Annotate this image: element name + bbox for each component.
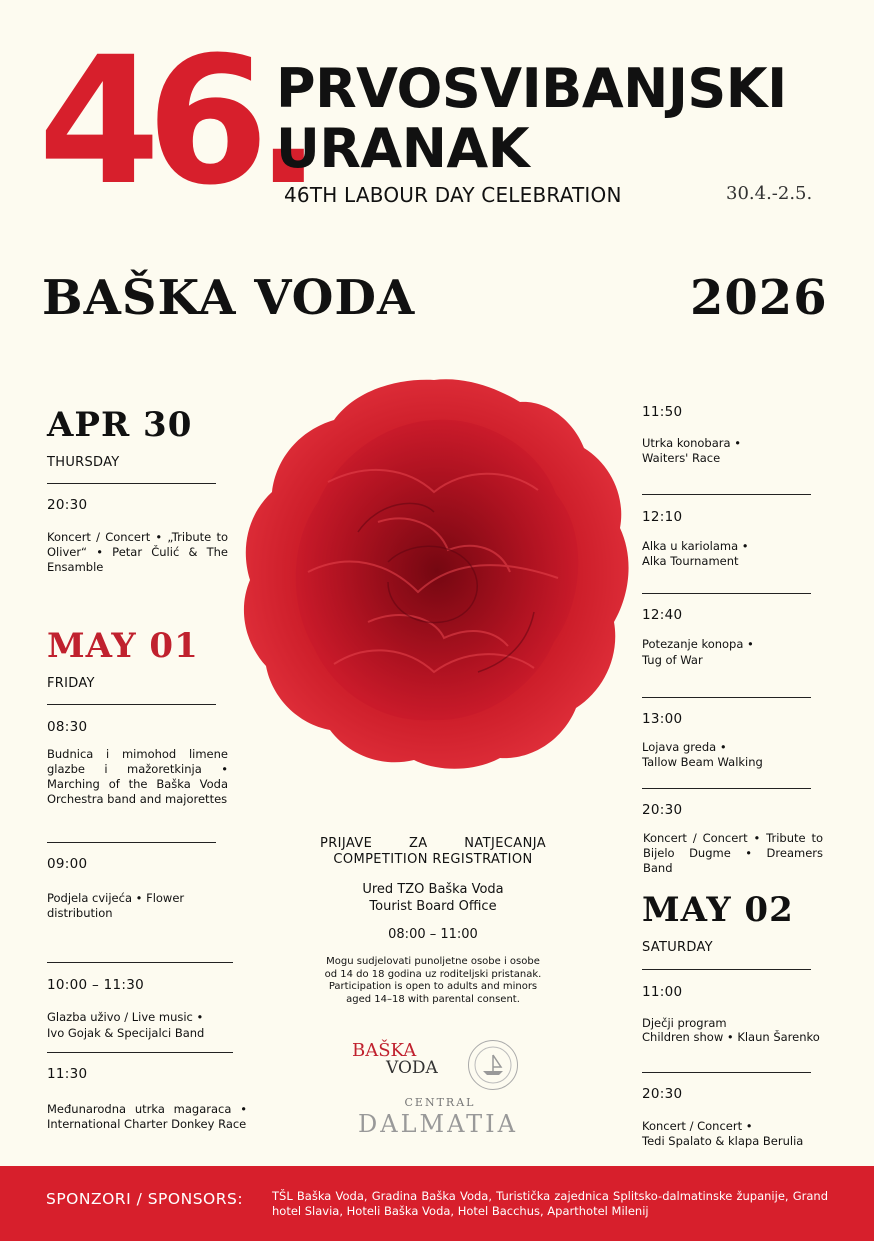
registration-office-en: Tourist Board Office (369, 899, 497, 914)
event-time: 13:00 (642, 711, 683, 727)
registration-office-hr: Ured TZO Baška Voda (362, 882, 504, 897)
baska-voda-logo (352, 1042, 438, 1077)
baska-voda-logo-bottom: VODA (386, 1058, 438, 1078)
event-description-line1: Dječji program (642, 1016, 727, 1030)
divider (642, 697, 811, 698)
divider (642, 1072, 811, 1073)
event-dates: 30.4.-2.5. (726, 183, 813, 204)
divider (47, 704, 216, 705)
sponsors-list: TŠL Baška Voda, Gradina Baška Voda, Turistička zajednica Splitsko-dalmatinske županije, Grand hotel Slavia, Hoteli Baška Voda, Hotel Bacchus, Aparthotel Milenij (272, 1189, 828, 1218)
registration-title-en: COMPETITION REGISTRATION (333, 852, 533, 867)
weekday-may02: SATURDAY (642, 940, 713, 955)
event-time: 08:30 (47, 719, 88, 735)
event-description-line1: Utrka konobara • (642, 436, 741, 450)
event-time: 20:30 (642, 1086, 683, 1102)
event-description-line1: Alka u kariolama • (642, 539, 749, 553)
event-description: Budnica i mimohod limene glazbe i mažoretkinja • Marching of the Baška Voda Orchestra band and majorettes (47, 747, 228, 806)
tourist-board-seal-icon (468, 1040, 518, 1090)
carnation-flower-image (238, 372, 630, 772)
event-description-line2: Tallow Beam Walking (642, 755, 763, 769)
event-time: 12:40 (642, 607, 683, 623)
registration-note-line3: Participation is open to adults and minors (328, 981, 538, 992)
event-time: 11:50 (642, 404, 683, 420)
registration-hours: 08:00 – 11:00 (388, 927, 478, 942)
day-heading-apr30: APR 30 (47, 405, 193, 445)
weekday-apr30: THURSDAY (47, 455, 120, 470)
event-title-line1: PRVOSVIBANJSKI (276, 57, 787, 120)
event-time: 11:00 (642, 984, 683, 1000)
event-time: 12:10 (642, 509, 683, 525)
event-description-line2: Tug of War (642, 653, 703, 667)
event-description: Koncert / Concert • Tribute to Bijelo Dugme • Dreamers Band (643, 831, 823, 875)
event-time: 20:30 (642, 802, 683, 818)
registration-note-line1: Mogu sudjelovati punoljetne osobe i osobe (326, 956, 540, 967)
divider (642, 593, 811, 594)
day-heading-may01: MAY 01 (47, 626, 199, 666)
event-subtitle: 46TH LABOUR DAY CELEBRATION (284, 183, 622, 207)
divider (642, 494, 811, 495)
divider (642, 969, 811, 970)
divider (642, 788, 811, 789)
event-time: 11:30 (47, 1066, 88, 1082)
event-description-line2: Ivo Gojak & Specijalci Band (47, 1026, 205, 1040)
central-dalmatia-logo-bottom: DALMATIA (358, 1110, 518, 1138)
event-description-line2: Alka Tournament (642, 554, 739, 568)
event-description: Koncert / Concert • „Tribute to Oliver“ • Petar Čulić & The Ensamble (47, 530, 228, 574)
central-dalmatia-logo-top: CENTRAL (404, 1096, 476, 1109)
event-time: 20:30 (47, 497, 88, 513)
edition-number: 46. (38, 19, 308, 224)
registration-note-line2: od 14 do 18 godina uz roditeljski pristanak. (324, 968, 542, 980)
event-description-line2: Tedi Spalato & klapa Berulia (642, 1134, 804, 1148)
event-description-line2: Waiters' Race (642, 451, 721, 465)
day-heading-may02: MAY 02 (642, 890, 794, 930)
registration-title-hr: PRIJAVE ZA NATJECANJA (320, 836, 546, 851)
divider (47, 842, 216, 843)
divider (47, 962, 233, 963)
event-description-line1: Koncert / Concert • (642, 1119, 753, 1133)
event-year: 2026 (690, 270, 828, 326)
baska-voda-logo-top: BAŠKA (352, 1040, 417, 1061)
event-place: BAŠKA VODA (42, 270, 416, 326)
event-description-line1: Lojava greda • (642, 740, 727, 754)
event-description-line2: Children show • Klaun Šarenko (642, 1030, 820, 1044)
registration-note-line4: aged 14–18 with parental consent. (346, 993, 520, 1005)
sponsors-label: SPONZORI / SPONSORS: (46, 1190, 244, 1208)
divider (47, 483, 216, 484)
event-description: Međunarodna utrka magaraca • International Charter Donkey Race (47, 1102, 247, 1131)
event-description-line1: Potezanje konopa • (642, 637, 754, 651)
sponsors-footer (0, 1166, 874, 1241)
event-description-line1: Glazba uživo / Live music • (47, 1010, 204, 1024)
divider (47, 1052, 233, 1053)
event-time: 10:00 – 11:30 (47, 977, 145, 993)
event-time: 09:00 (47, 856, 88, 872)
event-description: Podjela cvijeća • Flower distribution (47, 891, 185, 920)
weekday-may01: FRIDAY (47, 676, 95, 691)
event-title-line2: URANAK (276, 117, 530, 180)
